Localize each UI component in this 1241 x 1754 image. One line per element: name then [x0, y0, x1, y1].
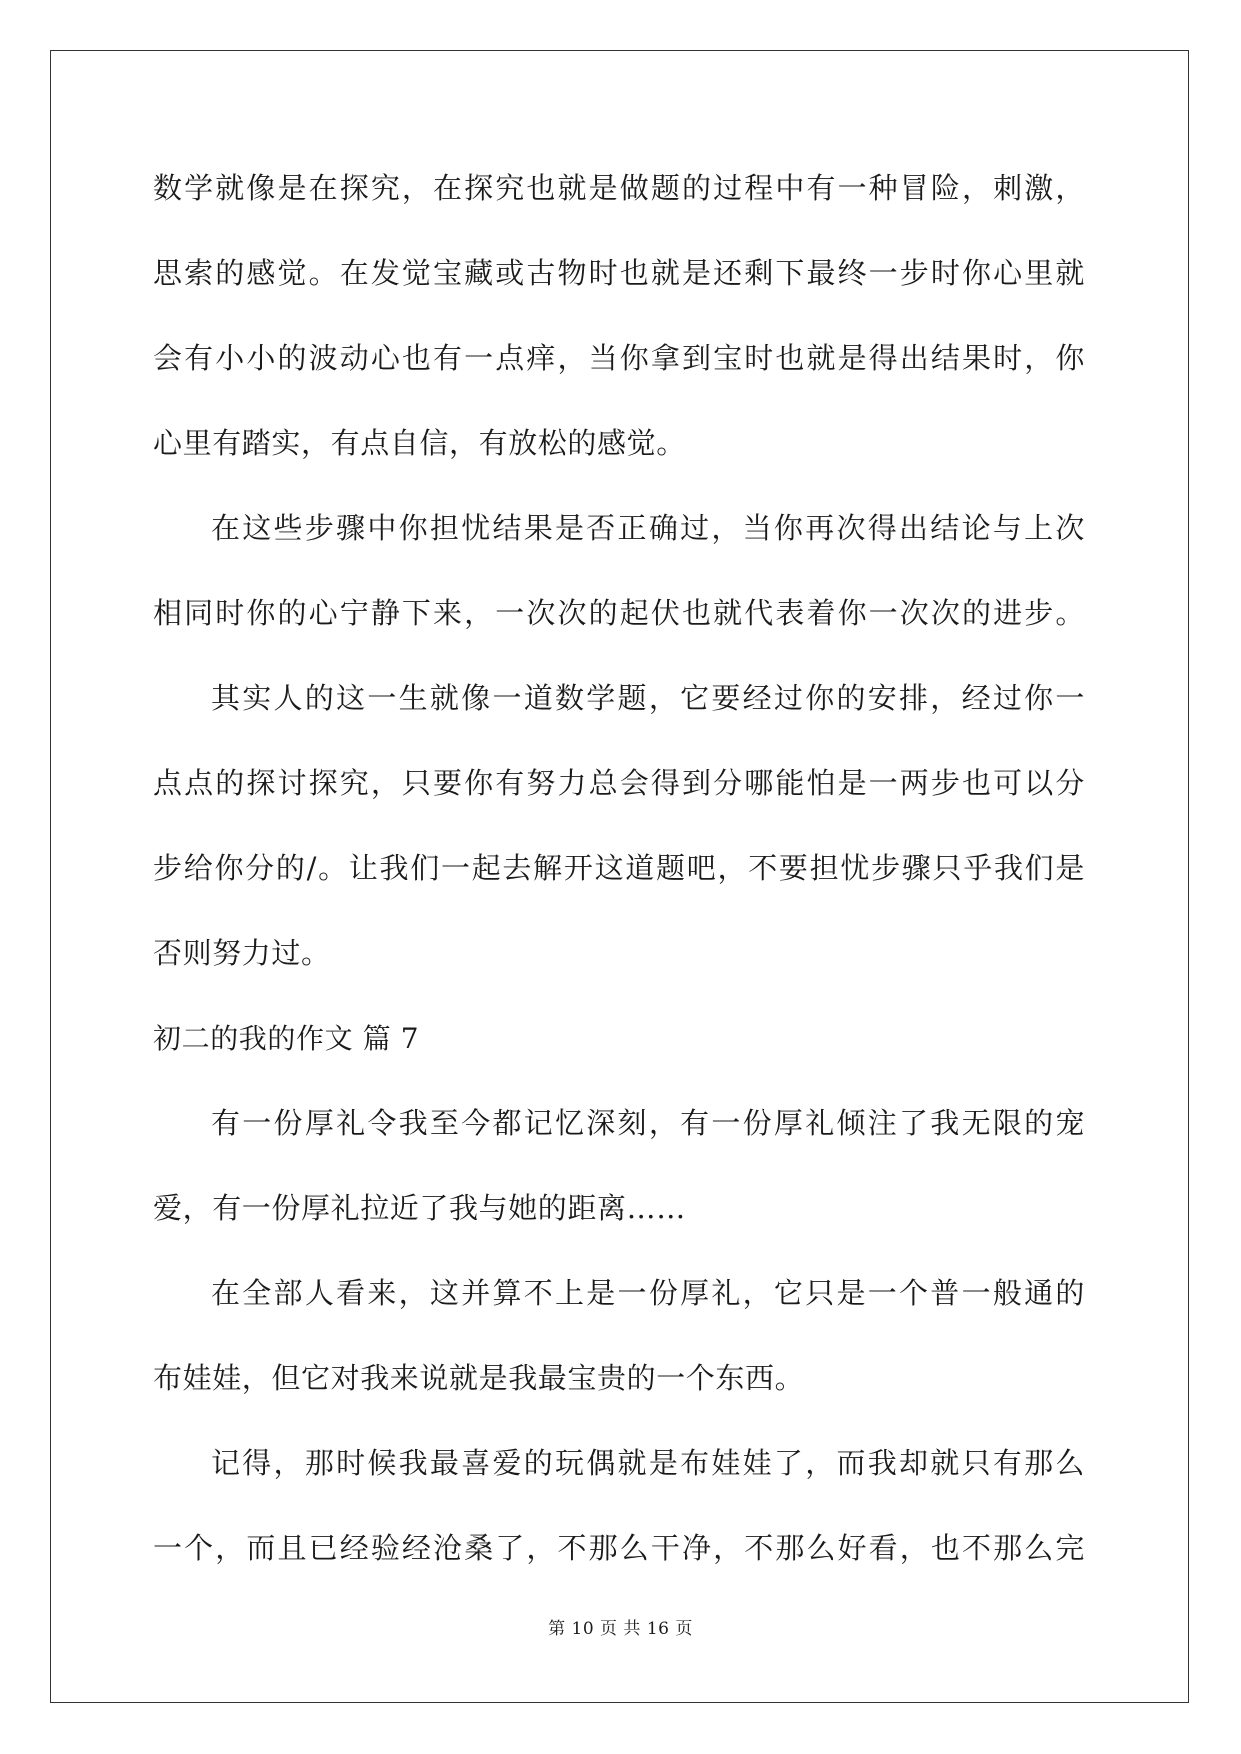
- text-line: 步给你分的/。让我们一起去解开这道题吧，不要担忧步骤只乎我们是: [153, 851, 1085, 885]
- text-line: 一个，而且已经验经沧桑了，不那么干净，不那么好看，也不那么完: [153, 1531, 1085, 1565]
- text-line: 有一份厚礼令我至今都记忆深刻，有一份厚礼倾注了我无限的宠: [211, 1106, 1085, 1140]
- text-line: 记得，那时候我最喜爱的玩偶就是布娃娃了，而我却就只有那么: [211, 1446, 1085, 1480]
- text-line: 否则努力过。: [153, 936, 331, 970]
- text-line: 点点的探讨探究，只要你有努力总会得到分哪能怕是一两步也可以分: [153, 766, 1085, 800]
- section-heading: 初二的我的作文 篇 7: [153, 1022, 420, 1055]
- text-line: 其实人的这一生就像一道数学题，它要经过你的安排，经过你一: [211, 681, 1085, 715]
- text-line: 思索的感觉。在发觉宝藏或古物时也就是还剩下最终一步时你心里就: [153, 256, 1085, 290]
- text-line: 布娃娃，但它对我来说就是我最宝贵的一个东西。: [153, 1361, 805, 1395]
- text-line: 爱，有一份厚礼拉近了我与她的距离……: [153, 1191, 686, 1225]
- page-number-footer: 第 10 页 共 16 页: [548, 1619, 693, 1639]
- text-line: 会有小小的波动心也有一点痒，当你拿到宝时也就是得出结果时，你: [153, 341, 1085, 375]
- text-line: 数学就像是在探究，在探究也就是做题的过程中有一种冒险，刺激，: [153, 171, 1085, 205]
- text-line: 相同时你的心宁静下来，一次次的起伏也就代表着你一次次的进步。: [153, 596, 1085, 630]
- text-line: 在全部人看来，这并算不上是一份厚礼，它只是一个普一般通的: [211, 1276, 1085, 1310]
- text-line: 在这些步骤中你担忧结果是否正确过，当你再次得出结论与上次: [211, 511, 1085, 545]
- document-body: [153, 160, 1085, 1607]
- text-line: 心里有踏实，有点自信，有放松的感觉。: [153, 426, 686, 460]
